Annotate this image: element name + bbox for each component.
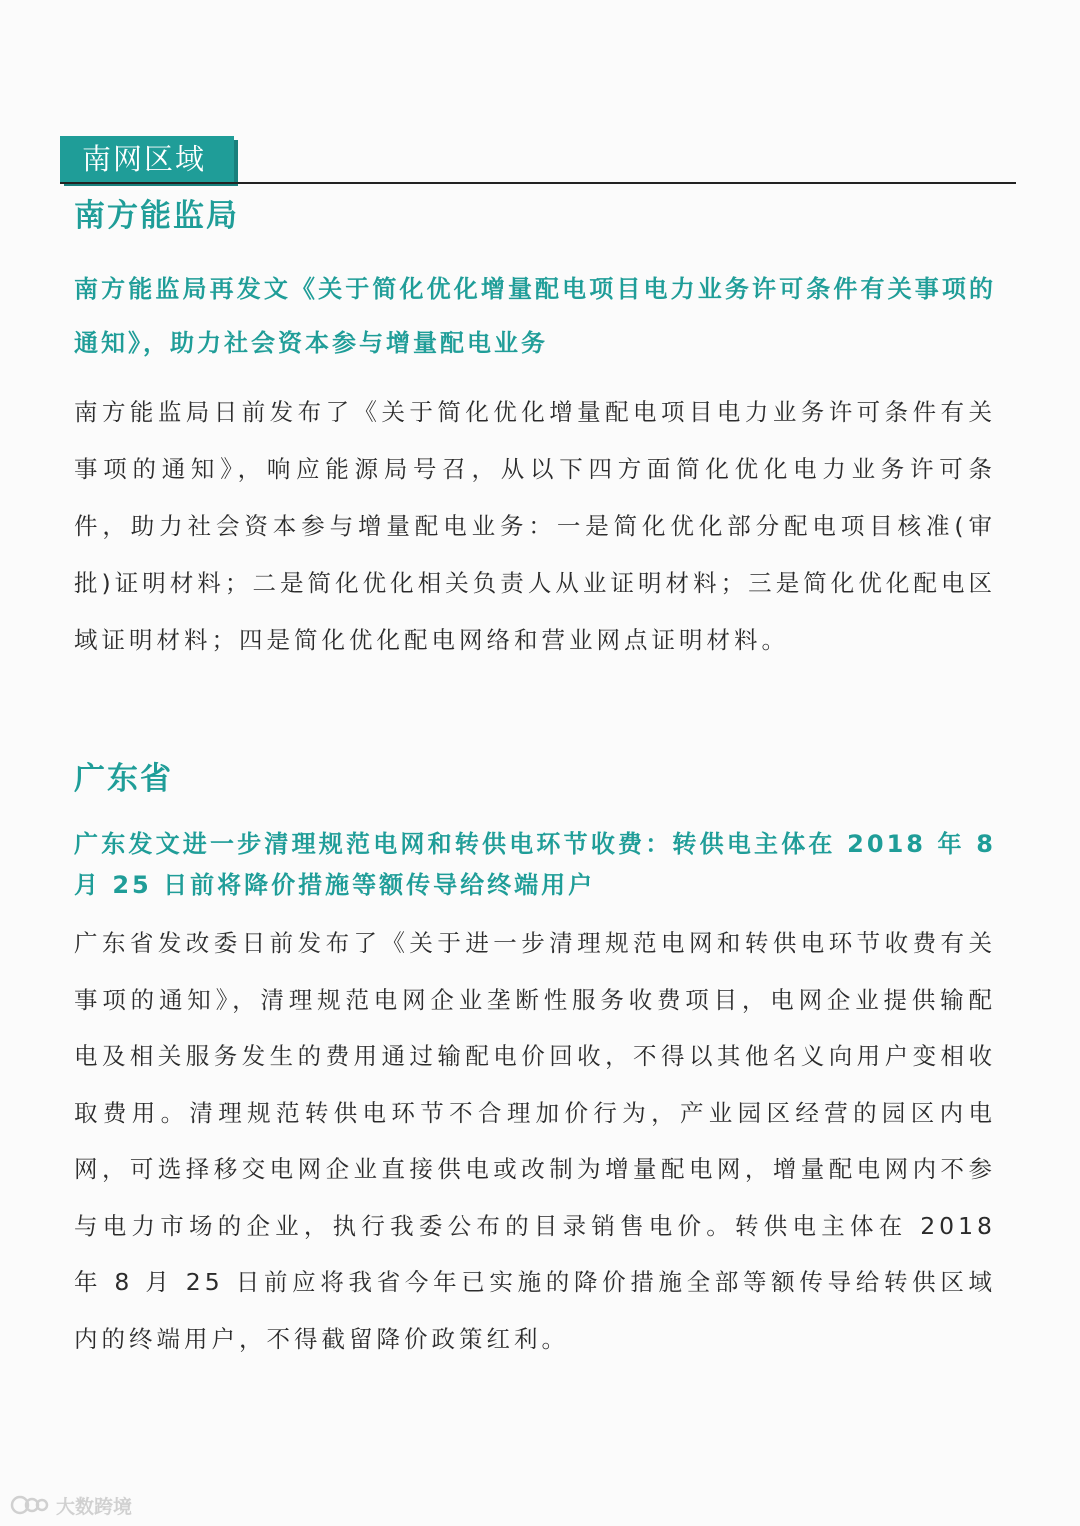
divider-rule	[60, 182, 1016, 184]
article-headline: 南方能监局再发文《关于简化优化增量配电项目电力业务许可条件有关事项的通知》，助力社会资本参与增量配电业务	[74, 275, 996, 357]
section-title-south-energy-bureau: 南方能监局	[74, 198, 239, 234]
article-body: 南方能监局日前发布了《关于简化优化增量配电项目电力业务许可条件有关事项的通知》，响应能源局号召，从以下四方面简化优化电力业务许可条件，助力社会资本参与增量配电业务：一是简化优化部分配电项目核准(审批)证明材料；二是简化优化相关负责人从业证明材料；三是简化优化配电区域证明材料；四是简化优化配电网络和营业网点证明材料。	[74, 398, 996, 654]
article-headline: 广东发文进一步清理规范电网和转供电环节收费：转供电主体在 2018 年 8 月 25 日前将降价措施等额传导给终端用户	[74, 830, 996, 899]
section-title-guangdong: 广东省	[74, 761, 173, 797]
article-body: 广东省发改委日前发布了《关于进一步清理规范电网和转供电环节收费有关事项的通知》，清理规范电网企业垄断性服务收费项目，电网企业提供输配电及相关服务发生的费用通过输配电价回收，不得以其他名义向用户变相收取费用。清理规范转供电环节不合理加价行为，产业园区经营的园区内电网，可选择移交电网企业直接供电或改制为增量配电网，增量配电网内不参与电力市场的企业，执行我委公布的目录销售电价。转供电主体在 2018 年 8 月 25 日前应将我省今年已实施的降价措施全部等额传导给转供区域内的终端用户，不得截留降价政策红利。	[74, 929, 996, 1353]
watermark-text: 大数跨境	[56, 1495, 133, 1518]
region-tag	[60, 136, 234, 182]
watermark-logo-icon	[10, 1493, 50, 1517]
region-tag-label: 南网区域	[82, 142, 207, 176]
watermark	[10, 1490, 132, 1520]
